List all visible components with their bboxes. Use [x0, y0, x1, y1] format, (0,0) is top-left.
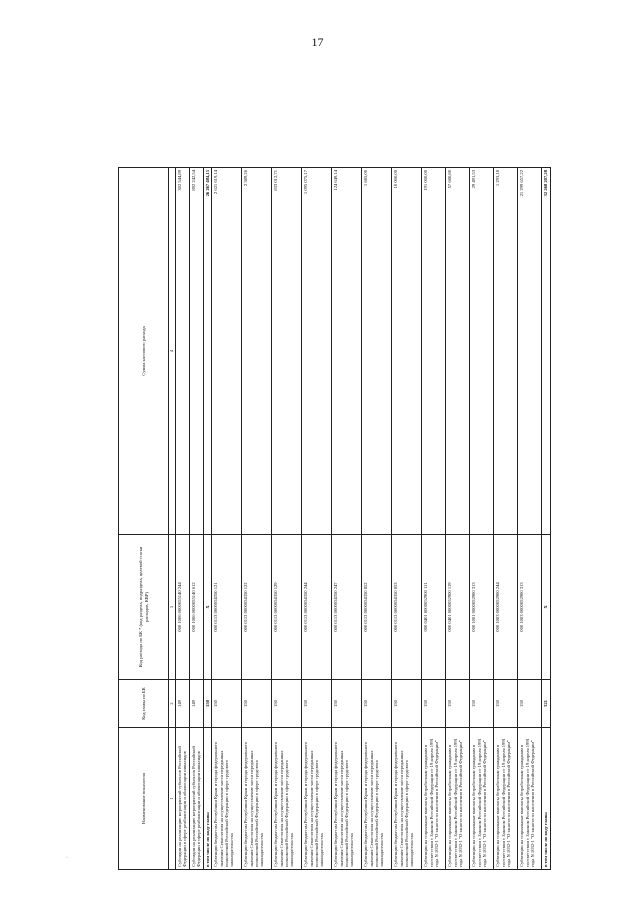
cell-sum: 892 242,54 [190, 168, 204, 535]
cell-kbk: 000 0113 0000054350 247 [332, 535, 362, 680]
cell-code: 150 [242, 680, 272, 728]
cell-name: Субвенции бюджетам Республики Крым и города федерального значения Севастополя на осуществление части переданных полномочий Российской Федерации в сфере трудового законодательства [242, 728, 272, 870]
rotated-table-wrapper [118, 168, 549, 870]
cell-code: 150 [302, 680, 332, 728]
table-row [422, 168, 446, 870]
table-header-row [119, 168, 169, 870]
cell-name: Субвенции на социальные выплаты безработным гражданам в соответствии с Законом Российской Федерации от 19 апреля 1991 года N 1032-1 "О занятости населения в Российской Федерации" [422, 728, 446, 870]
cell-kbk: 000 1001 0000052900 313 [470, 535, 494, 680]
table-row [470, 168, 494, 870]
cell-name: в том числе по коду главы [204, 728, 212, 870]
cell-sum: 2 389,26 [242, 168, 272, 535]
cell-kbk: 000 0401 0000052900 111 [422, 535, 446, 680]
cell-sum: 29 491,53 [470, 168, 494, 535]
cell-kbk: 000 1006 0000055140 612 [190, 535, 204, 680]
cell-name: Субвенции бюджетам Республики Крым и города федерального значения Севастополя на осуществление части переданных полномочий Российской Федерации в сфере трудового законодательства [392, 728, 422, 870]
cell-code: 149 [176, 680, 190, 728]
cell-name: Субсидии на реализацию мероприятий субъектов Российской Федерации в сфере реабилитации и абилитации инвалидов [190, 728, 204, 870]
cell-sum: 2 621 619,14 [212, 168, 242, 535]
table-row [302, 168, 332, 870]
cell-sum: 302 544,89 [176, 168, 190, 535]
scan-edge-mark: · [66, 855, 68, 861]
cell-kbk: 000 0113 0000054350 129 [272, 535, 302, 680]
table-row [494, 168, 518, 870]
cell-name: Субвенции бюджетам Республики Крым и города федерального значения Севастополя на осуществление части переданных полномочий Российской Федерации в сфере трудового законодательства [212, 728, 242, 870]
table-row [272, 168, 302, 870]
cell-sum: 833 012,71 [272, 168, 302, 535]
cell-name: Субвенции бюджетам Республики Крым и города федерального значения Севастополя на осуществление части переданных полномочий Российской Федерации в сфере трудового законодательства [302, 728, 332, 870]
table-row [204, 168, 212, 870]
cell-code: 150 [446, 680, 470, 728]
cell-kbk: 000 0113 0000054350 852 [362, 535, 392, 680]
cell-name: Субвенции на социальные выплаты безработным гражданам в соответствии с Законом Российской Федерации от 19 апреля 1991 года N 1032-1 "О занятости населения в Российской Федерации" [518, 728, 542, 870]
header-sum: Сумма кассового расхода [119, 168, 169, 535]
page-number: 17 [311, 35, 324, 49]
cell-kbk: Х [204, 535, 212, 680]
cell-kbk: 000 0113 0000054350 853 [392, 535, 422, 680]
col-number: 4 [169, 168, 176, 535]
cell-kbk: Х [542, 535, 550, 680]
cell-name: Субвенции бюджетам Республики Крым и города федерального значения Севастополя на осуществление части переданных полномочий Российской Федерации в сфере трудового законодательства [332, 728, 362, 870]
cell-sum: 21 299 657,22 [518, 168, 542, 535]
cell-code: 150 [422, 680, 446, 728]
cell-name: Субвенции на социальные выплаты безработным гражданам в соответствии с Законом Российской Федерации от 19 апреля 1991 года N 1032-1 "О занятости населения в Российской Федерации" [446, 728, 470, 870]
cell-code: 150 [212, 680, 242, 728]
cell-kbk: 000 0401 0000052900 119 [446, 535, 470, 680]
col-number: 2 [169, 680, 176, 728]
table-row [362, 168, 392, 870]
cell-code: 150 [518, 680, 542, 728]
cell-sum: 32 268 207,28 [542, 168, 550, 535]
cell-sum: 1 293,18 [494, 168, 518, 535]
cell-code: 150 [362, 680, 392, 728]
cell-sum: 26 267 484,15 [204, 168, 212, 535]
cell-name: Субвенции на социальные выплаты безработным гражданам в соответствии с Законом Российской Федерации от 19 апреля 1991 года N 1032-1 "О занятости населения в Российской Федерации" [494, 728, 518, 870]
header-kbk: Код расхода по БК * (код раздела, подраздела, целевой статьи расходов, КВР) [119, 535, 169, 680]
cell-kbk: 000 1003 0000052900 244 [494, 535, 518, 680]
cell-code: 150 [470, 680, 494, 728]
col-number: 1 [169, 728, 176, 870]
cell-name: в том числе по коду главы [542, 728, 550, 870]
table-row [212, 168, 242, 870]
cell-sum: 124 649,14 [332, 168, 362, 535]
cell-kbk: 000 1006 0000055140 244 [176, 535, 190, 680]
cell-code: 150 [272, 680, 302, 728]
cell-kbk: 000 0113 0000054350 244 [302, 535, 332, 680]
cell-name: Субсидии на реализацию мероприятий субъектов Российской Федерации в сфере реабилитации и абилитации инвалидов [176, 728, 190, 870]
cell-sum: 1 095 075,17 [302, 168, 332, 535]
expense-table [118, 167, 551, 870]
header-code: Код главы по БК [119, 680, 169, 728]
cell-name: Субвенции бюджетам Республики Крым и города федерального значения Севастополя на осуществление части переданных полномочий Российской Федерации в сфере трудового законодательства [272, 728, 302, 870]
cell-code: 150 [392, 680, 422, 728]
col-number: 3 [169, 535, 176, 680]
cell-code: 150 [204, 680, 212, 728]
rotated-table-container [118, 168, 549, 870]
table-body [176, 168, 551, 870]
cell-name: Субвенции бюджетам Республики Крым и города федерального значения Севастополя на осуществление части переданных полномочий Российской Федерации в сфере трудового законодательства [362, 728, 392, 870]
cell-name: Субвенции на социальные выплаты безработным гражданам в соответствии с Законом Российской Федерации от 19 апреля 1991 года N 1032-1 "О занятости населения в Российской Федерации" [470, 728, 494, 870]
table-row [332, 168, 362, 870]
cell-kbk: 000 1003 0000052900 313 [518, 535, 542, 680]
cell-code: 150 [494, 680, 518, 728]
cell-sum: 1 685,00 [362, 168, 392, 535]
cell-sum: 57 680,80 [446, 168, 470, 535]
table-row [242, 168, 272, 870]
table-row [392, 168, 422, 870]
cell-code: 149 [190, 680, 204, 728]
cell-kbk: 000 0113 0000054350 121 [212, 535, 242, 680]
header-name: Наименование показателя [119, 728, 169, 870]
table-column-numbers-row [169, 168, 176, 870]
table-row [542, 168, 550, 870]
cell-sum: 191 000,00 [422, 168, 446, 535]
table-row [190, 168, 204, 870]
cell-sum: 10 000,00 [392, 168, 422, 535]
table-row [176, 168, 190, 870]
cell-code: 150 [332, 680, 362, 728]
cell-code: 321 [542, 680, 550, 728]
table-row [518, 168, 542, 870]
table-row [446, 168, 470, 870]
cell-kbk: 000 0113 0000054350 122 [242, 535, 272, 680]
